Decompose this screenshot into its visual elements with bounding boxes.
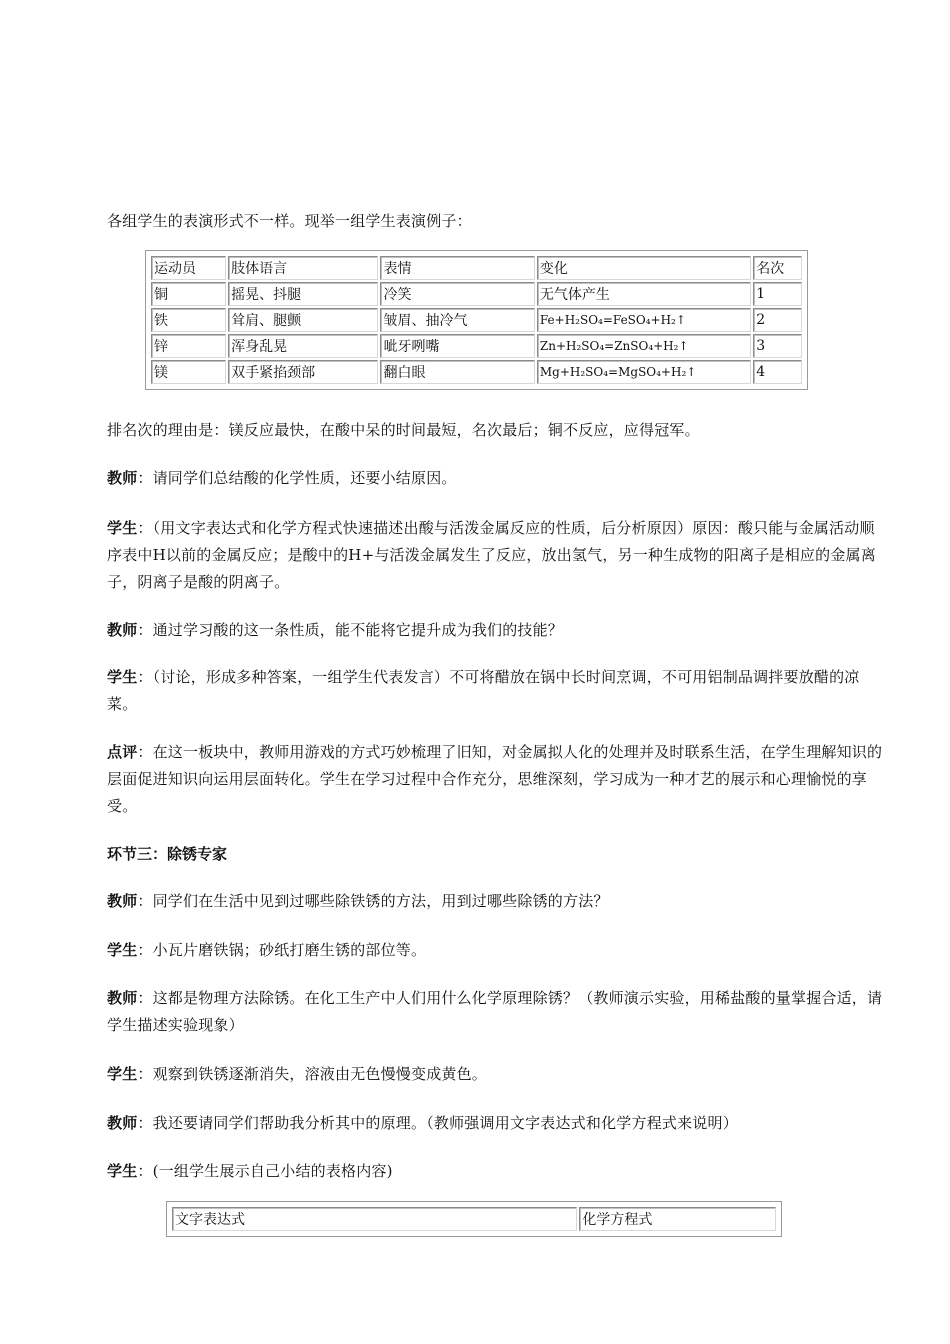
paragraph-text: ：同学们在生活中见到过哪些除铁锈的方法，用到过哪些除锈的方法？ xyxy=(137,892,609,910)
table-row xyxy=(151,282,802,306)
teacher-paragraph xyxy=(107,888,883,915)
speaker-label: 学生 xyxy=(107,941,138,959)
speaker-label: 教师 xyxy=(107,1114,138,1132)
paragraph-text: ：我还要请同学们帮助我分析其中的原理。（教师强调用文字表达式和化学方程式来说明） xyxy=(137,1114,738,1132)
paragraph-text: ：小瓦片磨铁锅；砂纸打磨生锈的部位等。 xyxy=(137,941,427,959)
paragraph-text: ：(一组学生展示自己小结的表格内容) xyxy=(137,1162,393,1180)
equation-cell: Zn+H₂SO₄=ZnSO₄+H₂↑ xyxy=(537,334,751,358)
table-header-row xyxy=(172,1207,776,1231)
header-cell: 变化 xyxy=(537,256,751,280)
comment-paragraph xyxy=(107,739,883,820)
speaker-label: 学生 xyxy=(107,1065,138,1083)
table-row xyxy=(151,360,802,384)
speaker-label: 学生 xyxy=(107,668,138,686)
table-cell: 2 xyxy=(753,308,802,332)
table-cell: 铜 xyxy=(151,282,226,306)
speaker-label: 教师 xyxy=(107,621,138,639)
table-cell: 镁 xyxy=(151,360,226,384)
paragraph-text: ：（用文字表达式和化学方程式快速描述出酸与活泼金属反应的性质，后分析原因）原因：酸只能与金属活动顺序表中H以前的金属反应；是酸中的H+与活泼金属发生了反应，放出氢气，另一种生成物的阳离子是相应的金属离子，阴离子是酸的阴离子。 xyxy=(107,519,876,591)
student-paragraph xyxy=(107,515,883,596)
header-cell: 文字表达式 xyxy=(172,1207,577,1231)
table-cell: 冷笑 xyxy=(380,282,534,306)
equation-cell: Mg+H₂SO₄=MgSO₄+H₂↑ xyxy=(537,360,751,384)
header-cell: 肢体语言 xyxy=(228,256,378,280)
table-cell: 1 xyxy=(753,282,802,306)
table-cell: 翻白眼 xyxy=(380,360,534,384)
header-cell: 化学方程式 xyxy=(579,1207,776,1231)
student-paragraph xyxy=(107,937,883,964)
table-cell: 双手紧掐颈部 xyxy=(228,360,378,384)
student-paragraph xyxy=(107,1061,883,1088)
header-cell: 名次 xyxy=(753,256,802,280)
paragraph-text: ：通过学习酸的这一条性质，能不能将它提升成为我们的技能？ xyxy=(137,621,564,639)
section-heading: 环节三：除锈专家 xyxy=(107,845,228,863)
header-cell: 运动员 xyxy=(151,256,226,280)
table-cell: 无气体产生 xyxy=(537,282,751,306)
intro-text: 各组学生的表演形式不一样。现举一组学生表演例子： xyxy=(107,212,472,230)
table-header-row xyxy=(151,256,802,280)
equation-cell: Fe+H₂SO₄=FeSO₄+H₂↑ xyxy=(537,308,751,332)
paragraph-text: ：（讨论，形成多种答案，一组学生代表发言）不可将醋放在锅中长时间烹调，不可用铝制品调拌要放醋的凉菜。 xyxy=(107,668,860,713)
table-cell: 呲牙咧嘴 xyxy=(380,334,534,358)
teacher-paragraph xyxy=(107,1110,883,1137)
table-cell: 摇晃、抖腿 xyxy=(228,282,378,306)
ranking-reason: 排名次的理由是：镁反应最快，在酸中呆的时间最短，名次最后；铜不反应，应得冠军。 xyxy=(107,421,700,439)
student-paragraph xyxy=(107,1158,883,1185)
speaker-label: 教师 xyxy=(107,469,138,487)
student-paragraph xyxy=(107,664,883,718)
summary-table xyxy=(166,1201,782,1237)
table-row xyxy=(151,308,802,332)
paragraph-text: ：这都是物理方法除锈。在化工生产中人们用什么化学原理除锈？（教师演示实验，用稀盐酸的量掌握合适，请学生描述实验现象） xyxy=(107,989,883,1034)
table-cell: 耸肩、腿颤 xyxy=(228,308,378,332)
table-cell: 浑身乱晃 xyxy=(228,334,378,358)
speaker-label: 学生 xyxy=(107,519,138,537)
performance-table xyxy=(145,250,808,390)
teacher-paragraph xyxy=(107,465,883,492)
teacher-paragraph xyxy=(107,985,883,1039)
table-cell: 铁 xyxy=(151,308,226,332)
table-cell: 4 xyxy=(753,360,802,384)
header-cell: 表情 xyxy=(380,256,534,280)
speaker-label: 学生 xyxy=(107,1162,138,1180)
teacher-paragraph xyxy=(107,617,883,644)
table-cell: 锌 xyxy=(151,334,226,358)
table-row xyxy=(151,334,802,358)
paragraph-text: ：请同学们总结酸的化学性质，还要小结原因。 xyxy=(137,469,457,487)
paragraph-text: ：在这一板块中，教师用游戏的方式巧妙梳理了旧知，对金属拟人化的处理并及时联系生活，在学生理解知识的层面促进知识向运用层面转化。学生在学习过程中合作充分，思维深刻，学习成为一种才艺的展示和心理愉悦的享受。 xyxy=(107,743,883,815)
paragraph-text: ：观察到铁锈逐渐消失，溶液由无色慢慢变成黄色。 xyxy=(137,1065,488,1083)
table-cell: 3 xyxy=(753,334,802,358)
speaker-label: 教师 xyxy=(107,892,138,910)
table-cell: 皱眉、抽冷气 xyxy=(380,308,534,332)
speaker-label: 点评 xyxy=(107,743,138,761)
speaker-label: 教师 xyxy=(107,989,138,1007)
